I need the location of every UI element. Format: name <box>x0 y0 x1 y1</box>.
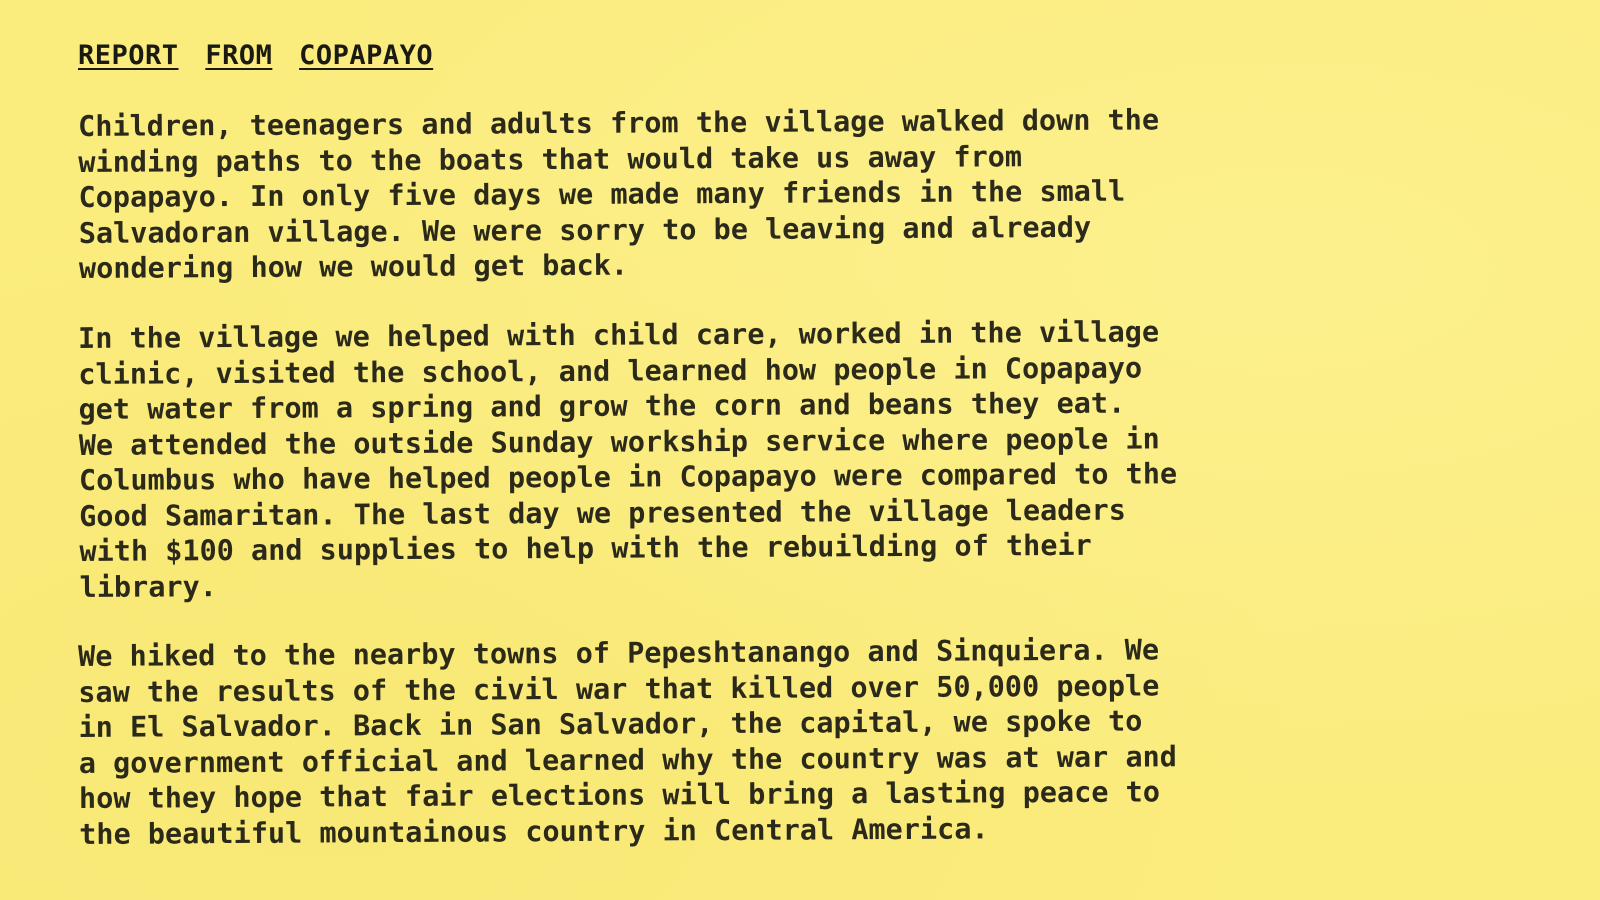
paragraph-departure: Children, teenagers and adults from the village walked down the winding paths to the boats that would take us away from Copapayo. In only five days we made many friends in the small Salvadoran village. We were sorry to be leaving and already wondering how we would get back. <box>78 103 1160 285</box>
paragraph-civil-war: We hiked to the nearby towns of Pepeshtanango and Sinquiera. We saw the results of the civil war that killed over 50,000 people in El Salvador. Back in San Salvador, the capital, we spoke to a government official and learned why the country was at war and how they hope that fair elections will bring a lasting peace to the beautiful mountainous country in Central America. <box>78 632 1177 850</box>
title-word-report: REPORT <box>78 40 179 71</box>
paragraph-village-activities: In the village we helped with child care, worked in the village clinic, visited the school, and learned how people in Copapayo get water from a spring and grow the corn and beans they eat. We attended the outside Sunday workship service where people in Columbus who have helped people in Copapayo were compared to the Good Samaritan. The last day we presented the village leaders with $100 and supplies to help with the rebuilding of their library. <box>78 314 1178 603</box>
document-body <box>78 40 1498 886</box>
document-title <box>78 40 1498 71</box>
title-word-copapayo: COPAPAYO <box>299 40 434 71</box>
title-word-from: FROM <box>205 40 273 71</box>
